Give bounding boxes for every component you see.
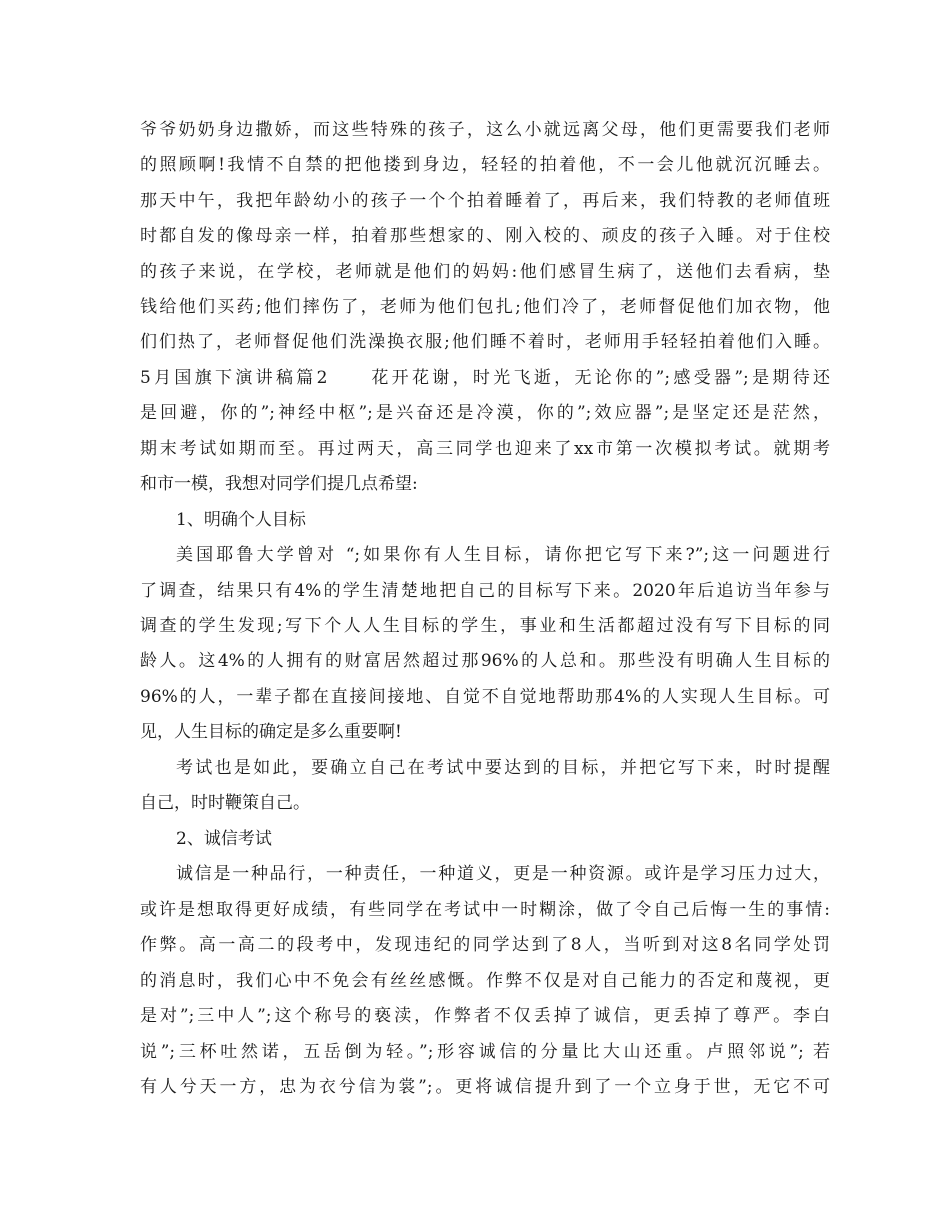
text-line: 时都自发的像母亲一样，拍着那些想家的、刚入校的、顽皮的孩子入睡。对于住校 bbox=[140, 226, 830, 246]
text-line: 期末考试如期而至。再过两天，高三同学也迎来了xx市第一次模拟考试。就期考 bbox=[140, 439, 830, 459]
text-line: 有人兮天一方，忠为衣兮信为裳”;。更将诚信提升到了一个立身于世，无它不可 bbox=[140, 1077, 830, 1097]
text-line: 的照顾啊!我情不自禁的把他搂到身边，轻轻的拍着他，不一会儿他就沉沉睡去。 bbox=[140, 155, 830, 175]
text-line: 自己，时时鞭策自己。 bbox=[140, 793, 310, 813]
text-line: 说”;三杯吐然诺，五岳倒为轻。”;形容诚信的分量比大山还重。卢照邻说”; 若 bbox=[140, 1042, 830, 1062]
text-line: 作弊。高一高二的段考中，发现违纪的同学达到了8人，当听到对这8名同学处罚 bbox=[140, 935, 830, 955]
section-heading: 2、诚信考试 bbox=[176, 829, 272, 849]
text-line: 96%的人，一辈子都在直接间接地、自觉不自觉地帮助那4%的人实现人生目标。可 bbox=[140, 687, 830, 707]
text-line: 钱给他们买药;他们摔伤了，老师为他们包扎;他们冷了，老师督促他们加衣物，他 bbox=[140, 297, 830, 317]
text-line: 们们热了，老师督促他们洗澡换衣服;他们睡不着时，老师用手轻轻拍着他们入睡。 bbox=[140, 332, 830, 352]
text-line: 和市一模，我想对同学们提几点希望: bbox=[140, 474, 418, 494]
text-line: 5月国旗下演讲稿篇2 花开花谢，时光飞逝，无论你的”;感受器”;是期待还 bbox=[140, 368, 830, 388]
text-line: 美国耶鲁大学曾对 “;如果你有人生目标，请你把它写下来?”;这一问题进行 bbox=[176, 545, 830, 565]
text-line: 了调查，结果只有4%的学生清楚地把自己的目标写下来。2020年后追访当年参与 bbox=[140, 581, 830, 601]
text-line: 是回避，你的”;神经中枢”;是兴奋还是冷漠，你的”;效应器”;是坚定还是茫然， bbox=[140, 403, 830, 423]
text-line: 调查的学生发现;写下个人人生目标的学生，事业和生活都超过没有写下目标的同 bbox=[140, 616, 830, 636]
text-line: 的消息时，我们心中不免会有丝丝感慨。作弊不仅是对自己能力的否定和蔑视，更 bbox=[140, 971, 830, 991]
text-line: 是对”;三中人”;这个称号的亵渎，作弊者不仅丢掉了诚信，更丢掉了尊严。李白 bbox=[140, 1006, 830, 1026]
text-line: 龄人。这4%的人拥有的财富居然超过那96%的人总和。那些没有明确人生目标的 bbox=[140, 651, 830, 671]
text-line: 的孩子来说，在学校，老师就是他们的妈妈:他们感冒生病了，送他们去看病，垫 bbox=[140, 262, 830, 282]
text-line: 爷爷奶奶身边撒娇，而这些特殊的孩子，这么小就远离父母，他们更需要我们老师 bbox=[140, 120, 830, 140]
text-line: 诚信是一种品行，一种责任，一种道义，更是一种资源。或许是学习压力过大， bbox=[176, 864, 830, 884]
text-line: 见，人生目标的确定是多么重要啊! bbox=[140, 722, 402, 742]
text-line: 或许是想取得更好成绩，有些同学在考试中一时糊涂，做了令自己后悔一生的事情: bbox=[140, 900, 830, 920]
text-line: 那天中午，我把年龄幼小的孩子一个个拍着睡着了，再后来，我们特教的老师值班 bbox=[140, 191, 830, 211]
section-heading: 1、明确个人目标 bbox=[176, 510, 306, 530]
text-line: 考试也是如此，要确立自己在考试中要达到的目标，并把它写下来，时时提醒 bbox=[176, 758, 830, 778]
